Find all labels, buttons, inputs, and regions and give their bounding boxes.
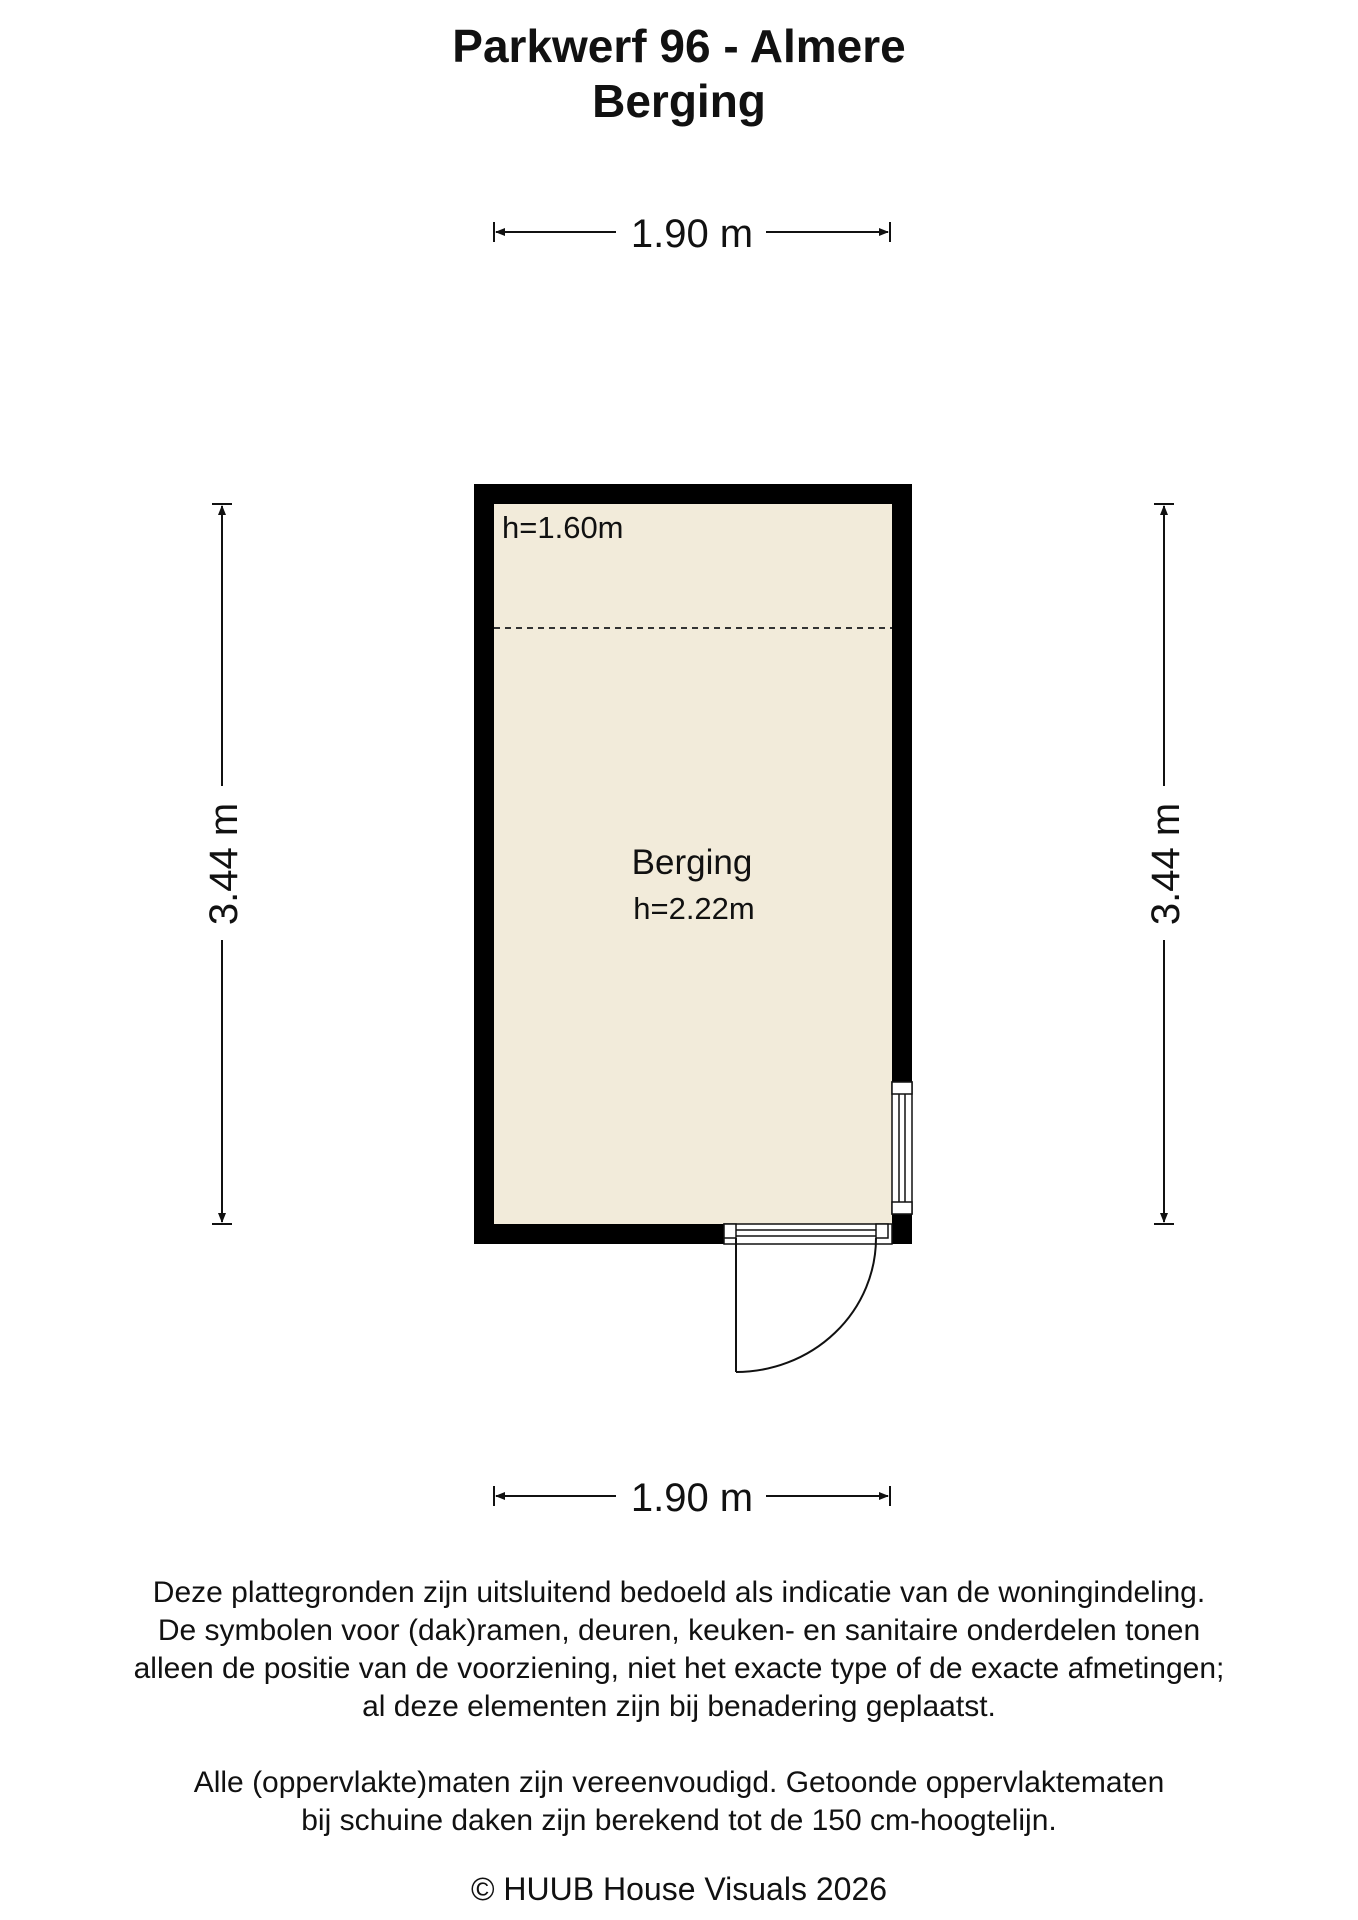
disclaimer-line: De symbolen voor (dak)ramen, deuren, keuken- en sanitaire onderdelen tonen xyxy=(157,1614,1201,1647)
room-height-label: h=2.22m xyxy=(633,891,755,926)
top-width-label: 1.90 m xyxy=(630,212,754,256)
plan-subtitle: Berging xyxy=(592,75,766,127)
bottom-width-label: 1.90 m xyxy=(630,1476,754,1520)
disclaimer-paragraph-2 xyxy=(0,1764,1358,1840)
room-name-label: Berging xyxy=(631,843,753,882)
door-bottom-wall xyxy=(724,1224,892,1372)
disclaimer-paragraph-1 xyxy=(0,1574,1358,1726)
bottom-width-dimension xyxy=(494,1476,890,1520)
low-ceiling-height-label: h=1.60m xyxy=(502,510,624,545)
copyright-notice: © HUUB House Visuals 2026 xyxy=(470,1871,888,1907)
room-berging xyxy=(474,484,912,1372)
right-height-dimension xyxy=(1144,504,1188,1224)
left-height-label: 3.44 m xyxy=(202,802,246,926)
door-swing-arc xyxy=(736,1238,876,1372)
plan-title: Parkwerf 96 - Almere xyxy=(452,20,906,72)
disclaimer-line: Deze plattegronden zijn uitsluitend bedoeld als indicatie van de woningindeling. xyxy=(152,1576,1206,1609)
top-width-dimension xyxy=(494,212,890,256)
disclaimer-line: Alle (oppervlakte)maten zijn vereenvoudigd. Getoonde oppervlaktematen xyxy=(193,1766,1165,1799)
right-height-label: 3.44 m xyxy=(1144,802,1188,926)
disclaimer-line: alleen de positie van de voorziening, niet het exacte type of de exacte afmetingen; xyxy=(133,1652,1225,1685)
disclaimer-line: bij schuine daken zijn berekend tot de 150 cm-hoogtelijn. xyxy=(301,1804,1057,1837)
disclaimer-line: al deze elementen zijn bij benadering geplaatst. xyxy=(362,1690,996,1723)
left-height-dimension xyxy=(202,504,246,1224)
window-right-wall xyxy=(892,1082,912,1214)
